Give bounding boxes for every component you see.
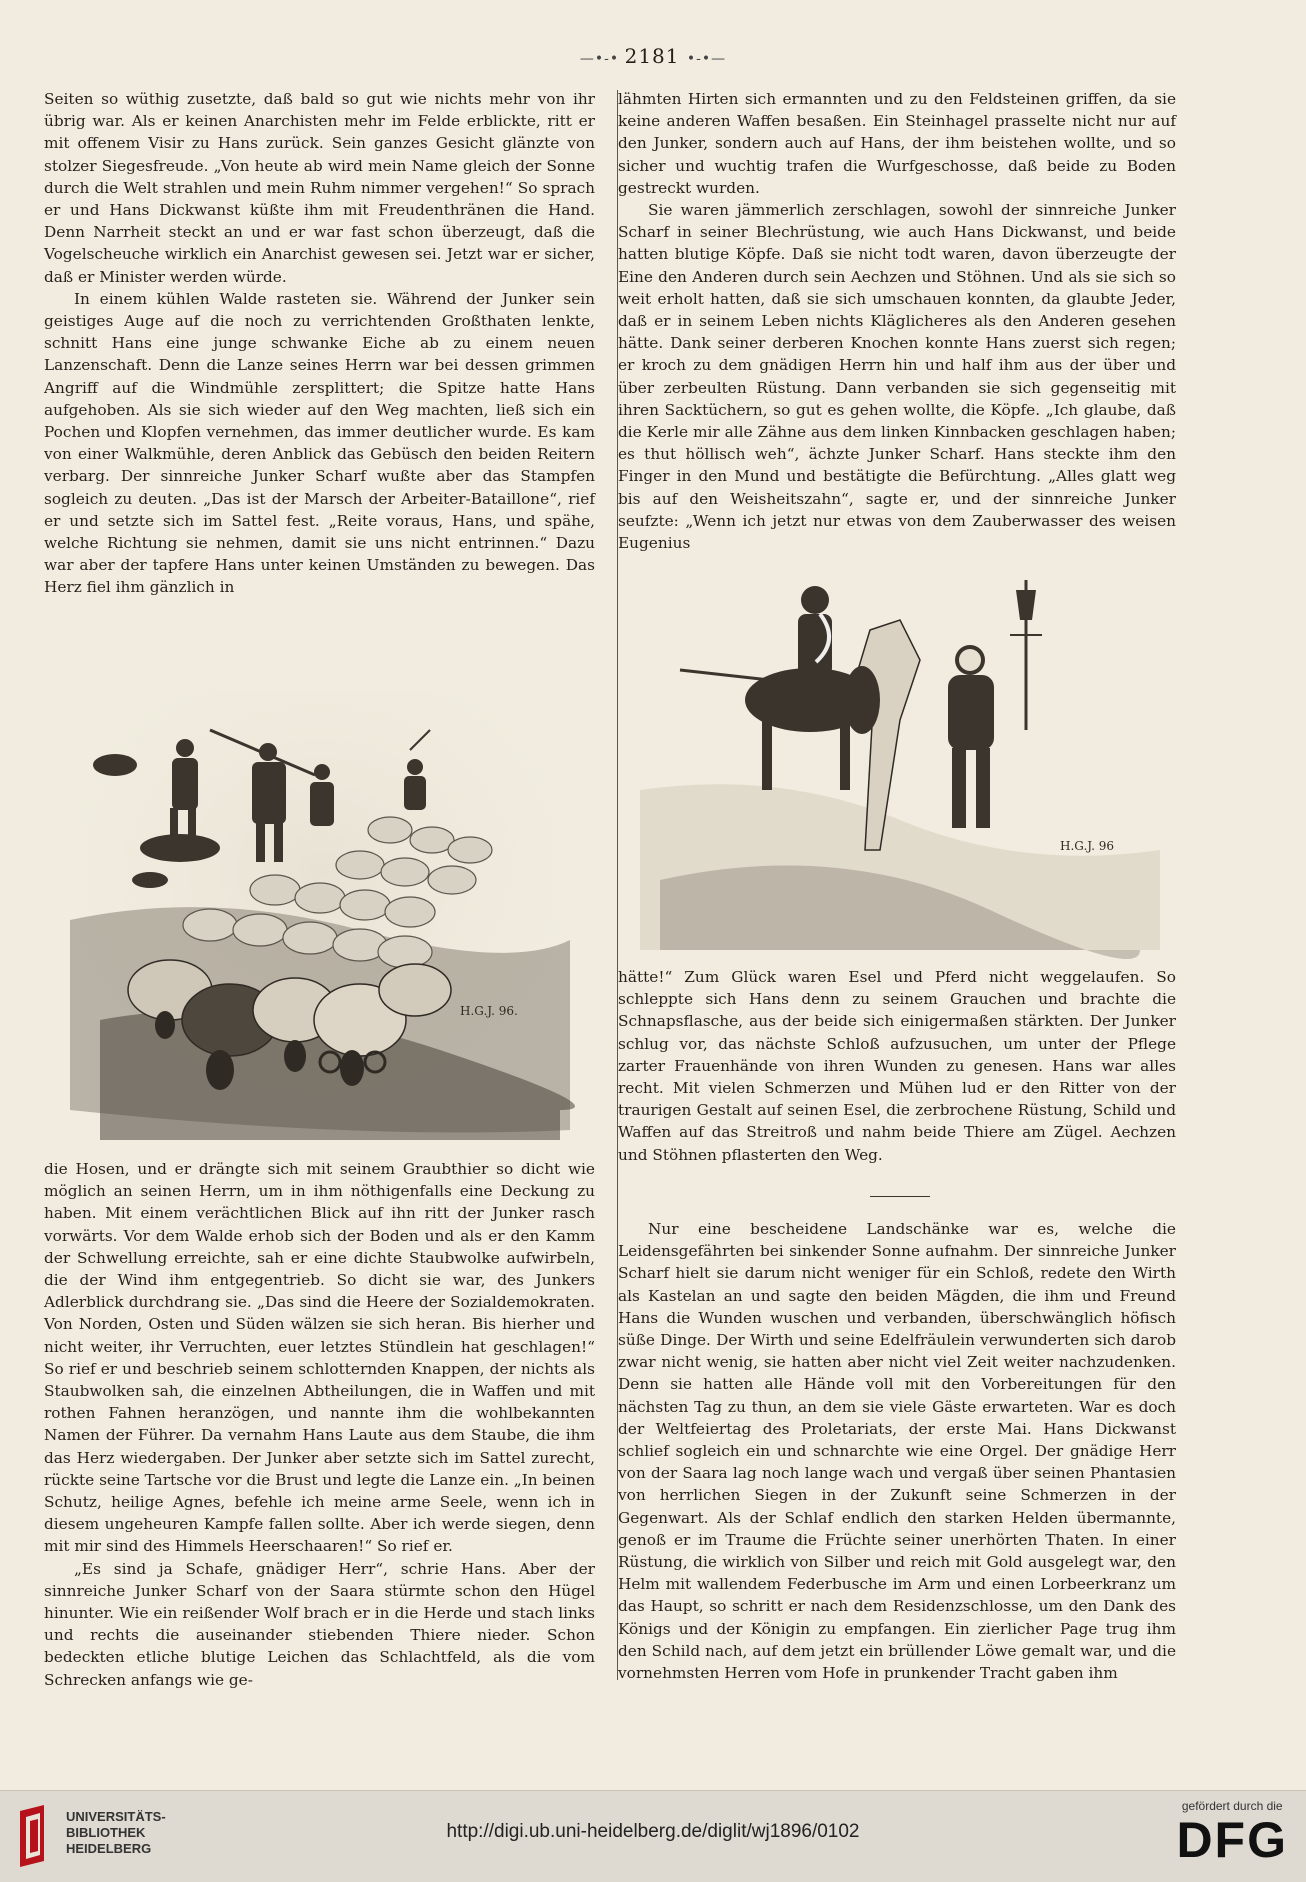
footer-bar xyxy=(0,1790,1306,1882)
paragraph: „Es sind ja Schafe, gnädiger Herr“, schrie Hans. Aber der sinnreiche Junker Scharf von der Saara stürmte schon den Hügel hinunter. Wie ein reißender Wolf brach er in die Herde und stach links und rechts die auseinander stiebenden Thiere nieder. Schon bedeckten etliche blutige Leichen das Schlachtfeld, als die vom Schrecken anfangs wie ge- xyxy=(44,1559,595,1689)
document-url-link[interactable]: http://digi.ub.uni-heidelberg.de/diglit/wj1896/0102 xyxy=(446,1821,860,1842)
dfg-logo: DFG xyxy=(1176,1812,1288,1868)
funder-caption: gefördert durch die xyxy=(1181,1799,1283,1813)
paragraph: Seiten so wüthig zusetzte, daß bald so gut wie nichts mehr von ihr übrig war. Als er keinen Anarchisten mehr im Felde erblickte, ritt er mit offenem Visir zu Hans zurück. Sein ganzes Gesicht glänzte von stolzer Siegesfreude. „Von heute ab wird mein Name gleich der Sonne durch die Welt strahlen und mein Ruhm nimmer vergehen!“ So sprach er und Hans Dickwanst küßte ihm mit Freudenthränen die Hand. Denn Narrheit steckt an und er war fast schon überzeugt, daß die Vogelscheuche wirklich ein Anarchist gewesen sei. Jetzt war er sicher, daß er Minister werden würde. xyxy=(44,90,595,286)
illustration-sheep-herd xyxy=(60,690,580,1140)
paragraph: In einem kühlen Walde rasteten sie. Während der Junker sein geistiges Auge auf die noch zu verrichtenden Großthaten lenkte, schnitt Hans eine junge schwanke Eiche ab zu einem neuen Lanzenschaft. Denn die Lanze seines Herrn war bei dessen grimmen Angriff auf die Windmühle zersplittert; die Spitze hatte Hans aufgehoben. Als sie sich wieder auf den Weg machten, ließ sich ein Pochen und Klopfen vernehmen, das immer deutlicher wurde. Es kam von einer Walkmühle, deren Anblick das Gebüsch den beiden Reitern verbarg. Der sinnreiche Junker Scharf wußte aber das Stampfen sogleich zu deuten. „Das ist der Marsch der Arbeiter-Bataillone“, rief er und setzte sich im Sattel fest. „Reite voraus, Hans, und spähe, welche Richtung sie nehmen, damit sie uns nicht entrinnen.“ Dazu war aber der tapfere Hans unter keinen Umständen zu bewegen. Das Herz fiel ihm gänzlich in xyxy=(44,289,595,597)
paragraph: die Hosen, und er drängte sich mit seinem Graubthier so dicht wie möglich an seinen Herrn, um in ihm nöthigenfalls eine Deckung zu haben. Mit einem verächtlichen Blick auf ihn ritt der Junker rasch vorwärts. Vor dem Walde erhob sich der Boden und als er den Kamm der Schwellung erreichte, sah er eine dichte Staubwolke aufwirbeln, die der Wind ihm entgegentrieb. So dicht sie war, des Junkers Adlerblick durchdrang sie. „Das sind die Heere der Sozialdemokraten. Von Norden, Osten und Süden wälzen sie sich heran. Bis hierher und nicht weiter, ihr Verruchten, euer letztes Stündlein hat geschlagen!“ So rief er und beschrieb seinem schlotternden Knappen, der nichts als Staubwolken sah, die einzelnen Abtheilungen, die in Waffen und mit rothen Fahnen heranzögen, und nannte ihm die wohlbekannten Namen der Führer. Da vernahm Hans Laute aus dem Staube, die ihm das Herz wiedergaben. Der Junker aber setzte sich im Sattel zurecht, rückte seine Tartsche vor die Brust und legte die Lanze ein. „In beinen Schutz, heilige Agnes, befehle ich meine arme Seele, wenn ich in diesem ungeheuren Kampfe fallen sollte. Aber ich werde siegen, denn mit mir sind des Himmels Heerschaaren!“ So rief er. xyxy=(44,1160,595,1556)
header-ornament-right: •-•— xyxy=(686,51,727,67)
page-number: 2181 xyxy=(624,44,680,68)
paragraph: hätte!“ Zum Glück waren Esel und Pferd nicht weggelaufen. So schleppte sich Hans denn zu seinem Grauchen und brachte die Schnapsflasche, aus der beide sich einigermaßen stärkten. Der Junker schlug vor, das nächste Schloß aufzusuchen, um unter der Pflege zarter Frauenhände von ihren Wunden zu genesen. Hans war alles recht. Mit vielen Schmerzen und Mühen lud er den Ritter von der traurigen Gestalt auf seinen Esel, die zerbrochene Rüstung, Schild und Waffen auf das Streitroß und nahm beide Thiere am Zügel. Aechzen und Stöhnen pflasterten den Weg. xyxy=(618,968,1176,1164)
header-ornament-left: —•-• xyxy=(579,51,625,67)
knight-scene-drawing xyxy=(640,550,1160,950)
paragraph: lähmten Hirten sich ermannten und zu den Feldsteinen griffen, da sie keine anderen Waffen besaßen. Ein Steinhagel prasselte nicht nur auf den Junker, sondern auch auf Hans, der ihm beistehen wollte, und so sicher und wuchtig trafen die Wurfgeschosse, daß beide zu Boden gestreckt wurden. xyxy=(618,90,1176,197)
institution-line: BIBLIOTHEK xyxy=(66,1825,146,1840)
left-illustration-signature: H.G.J. 96. xyxy=(460,1004,518,1018)
funder-block xyxy=(1176,1799,1288,1867)
institution-line: HEIDELBERG xyxy=(66,1841,152,1856)
paragraph: Sie waren jämmerlich zerschlagen, sowohl der sinnreiche Junker Scharf in seiner Blechrüstung, wie auch Hans Dickwanst, und beide hatten blutige Köpfe. Daß sie nicht todt waren, davon überzeugte der Eine den Anderen durch sein Aechzen und Stöhnen. Und als sie sich so weit erholt hatten, daß sie sich umschauen konnten, da glaubte Jeder, daß er in seinem Leben nichts Kläglicheres als den Anderen gesehen hätte. Dank seiner derberen Knochen konnte Hans zuerst sich regen; er kroch zu dem gnädigen Herrn hin und half ihm aus der über und über zerbeulten Rüstung. Dann verbanden sie sich gegenseitig mit ihren Sacktüchern, so gut es gehen wollte, die Köpfe. „Ich glaube, daß die Kerle mir alle Zähne aus dem linken Kinnbacken geschlagen haben; es thut höllisch weh“, ächzte Junker Scharf. Hans steckte ihm den Finger in den Mund und bestätigte die Befürchtung. „Alles glatt weg bis auf den Weisheitszahn“, sagte er, und der sinnreiche Junker seufzte: „Wenn ich jetzt nur etwas von dem Zauberwasser des weisen Eugenius xyxy=(618,201,1176,553)
left-column-top xyxy=(44,88,595,597)
right-column-middle xyxy=(618,966,1176,1172)
left-column-bottom xyxy=(44,1158,595,1698)
paragraph: Nur eine bescheidene Landschänke war es, welche die Leidensgefährten bei sinkender Sonne aufnahm. Der sinnreiche Junker Scharf hielt sie darum nicht weniger für ein Schloß, redete den Wirth als Kastelan an und sagte den beiden Mägden, die ihm und Freund Hans die Wunden wuschen und verbanden, überschwänglich höfisch süße Dinge. Der Wirth und seine Edelfräulein verwunderten sich darob zwar nicht wenig, sie hatten aber nicht viel Zeit weiter nachzudenken. Denn sie hatten alle Hände voll mit den Vorbereitungen für den nächsten Tag zu thun, an dem sie viele Gäste erwarteten. War es doch der Weltfeiertag des Proletariats, der erste Mai. Hans Dickwanst schlief sogleich ein und schnarchte wie eine Orgel. Der gnädige Herr von der Saara lag noch lange wach und vergaß über seinen Phantasien von herrlichen Siegen in der Zukunft seine Schmerzen in der Gegenwart. Als der Schlaf endlich den starken Helden übermannte, genoß er im Traume die Früchte seiner unerhörten Thaten. In einer Rüstung, die wirklich von Silber und reich mit Gold ausgelegt war, den Helm mit wallendem Federbusche im Arm und einen Lorbeerkranz um das Haupt, so schritt er nach dem Residenzschlosse, um den Dank des Königs und der Königin zu empfangen. Ein zierlicher Page trug ihm den Schild nach, auf dem jetzt ein brüllender Löwe gemalt war, und die vornehmsten Herren vom Hofe in prunkender Tracht gaben ihm xyxy=(618,1220,1176,1683)
institution-line: UNIVERSITÄTS- xyxy=(66,1809,166,1824)
right-illustration-signature: H.G.J. 96 xyxy=(1060,839,1115,853)
right-column-top xyxy=(618,88,1176,553)
sheep-scene-drawing xyxy=(60,690,580,1140)
section-separator xyxy=(870,1196,930,1197)
illustration-knight-on-donkey xyxy=(640,550,1160,950)
page-header xyxy=(0,44,1306,68)
right-column-bottom xyxy=(618,1218,1176,1698)
